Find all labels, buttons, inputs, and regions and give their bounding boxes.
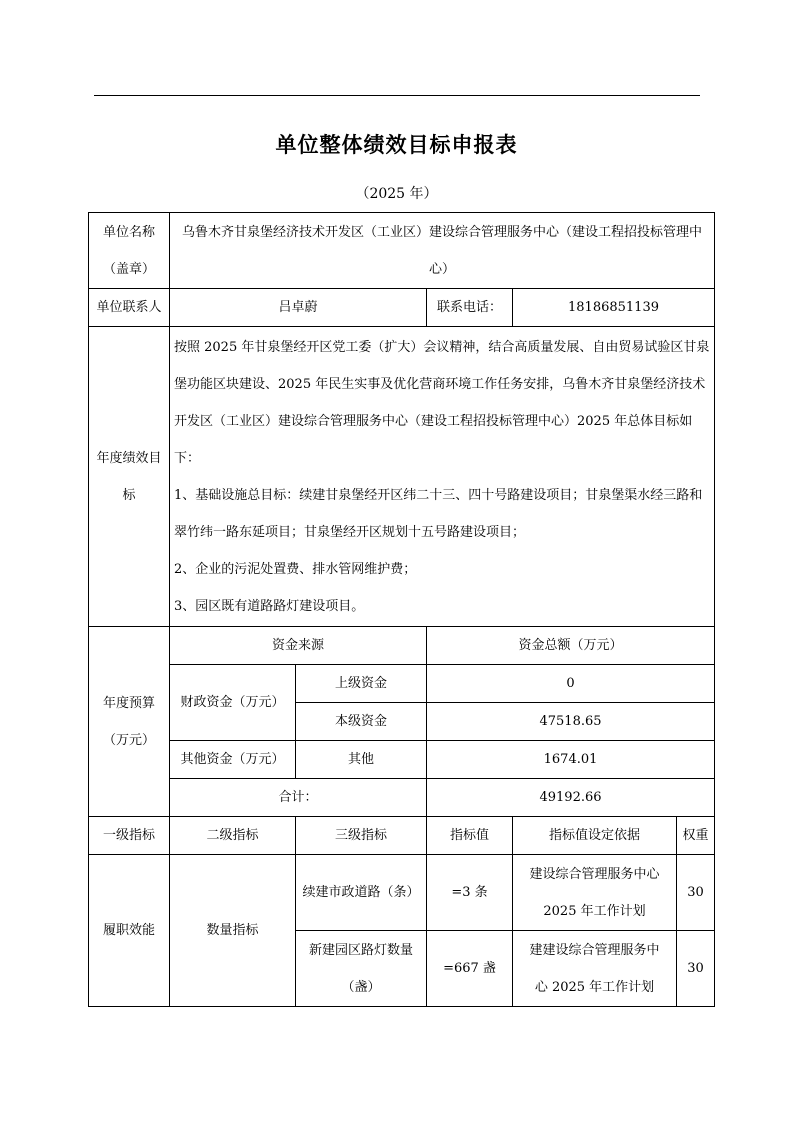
indicator-basis: 建建设综合管理服务中 心 2025 年工作计划 xyxy=(513,931,677,1007)
phone-value: 18186851139 xyxy=(513,289,715,327)
header-basis: 指标值设定依据 xyxy=(513,817,677,855)
upper-label: 上级资金 xyxy=(296,665,427,703)
indicator-value: =667 盏 xyxy=(427,931,513,1007)
budget-sum-row xyxy=(89,779,715,817)
page-title: 单位整体绩效目标申报表 xyxy=(275,133,518,157)
other-sub-label: 其他 xyxy=(296,741,427,779)
indicator-weight: 30 xyxy=(677,931,715,1007)
indicator-weight: 30 xyxy=(677,855,715,931)
contact-row xyxy=(89,289,715,327)
other-label: 其他资金（万元） xyxy=(170,741,296,779)
sum-label: 合计： xyxy=(170,779,427,817)
indicator-row xyxy=(89,855,715,931)
contact-value: 吕卓蔚 xyxy=(170,289,427,327)
indicator-header-row xyxy=(89,817,715,855)
goals-label: 年度绩效目 标 xyxy=(89,327,170,627)
performance-table xyxy=(88,212,715,1007)
indicator-level2: 数量指标 xyxy=(170,855,296,1007)
unit-name-label: 单位名称 （盖章） xyxy=(89,213,170,289)
header-rule xyxy=(94,95,700,96)
budget-other-row xyxy=(89,741,715,779)
unit-name-row xyxy=(89,213,715,289)
goals-row xyxy=(89,327,715,627)
indicator-basis: 建设综合管理服务中心 2025 年工作计划 xyxy=(513,855,677,931)
phone-label: 联系电话： xyxy=(427,289,513,327)
report-year: （2025 年） xyxy=(355,186,438,202)
unit-name-value: 乌鲁木齐甘泉堡经济技术开发区（工业区）建设综合管理服务中心（建设工程招投标管理中心） xyxy=(170,213,715,289)
total-header: 资金总额（万元） xyxy=(427,627,715,665)
budget-label: 年度预算 （万元） xyxy=(89,627,170,817)
upper-value: 0 xyxy=(427,665,715,703)
indicator-level1: 履职效能 xyxy=(89,855,170,1007)
goals-text: 按照 2025 年甘泉堡经开区党工委（扩大）会议精神，结合高质量发展、自由贸易试验区甘泉堡功能区块建设、2025 年民生实事及优化营商环境工作任务安排，乌鲁木齐甘泉堡经济技术开发区（工业区）建设综合管理服务中心（建设工程招投标管理中心）2025 年总体目标如下： 1、基础设施总目标：续建甘泉堡经开区纬二十三、四十号路建设项目；甘泉堡渠水经三路和翠竹纬一路东延项目；甘泉堡经开区规划十五号路建设项目； 2、企业的污泥处置费、排水管网维护费； 3、园区既有道路路灯建设项目。 xyxy=(170,327,715,627)
indicator-value: =3 条 xyxy=(427,855,513,931)
other-value: 1674.01 xyxy=(427,741,715,779)
indicator-level3: 新建园区路灯数量 （盏） xyxy=(296,931,427,1007)
sum-value: 49192.66 xyxy=(427,779,715,817)
contact-label: 单位联系人 xyxy=(89,289,170,327)
fiscal-label: 财政资金（万元） xyxy=(170,665,296,741)
local-label: 本级资金 xyxy=(296,703,427,741)
budget-upper-row xyxy=(89,665,715,703)
budget-header-row xyxy=(89,627,715,665)
local-value: 47518.65 xyxy=(427,703,715,741)
header-weight: 权重 xyxy=(677,817,715,855)
header-level1: 一级指标 xyxy=(89,817,170,855)
header-level3: 三级指标 xyxy=(296,817,427,855)
header-level2: 二级指标 xyxy=(170,817,296,855)
source-header: 资金来源 xyxy=(170,627,427,665)
indicator-level3: 续建市政道路（条） xyxy=(296,855,427,931)
header-value: 指标值 xyxy=(427,817,513,855)
